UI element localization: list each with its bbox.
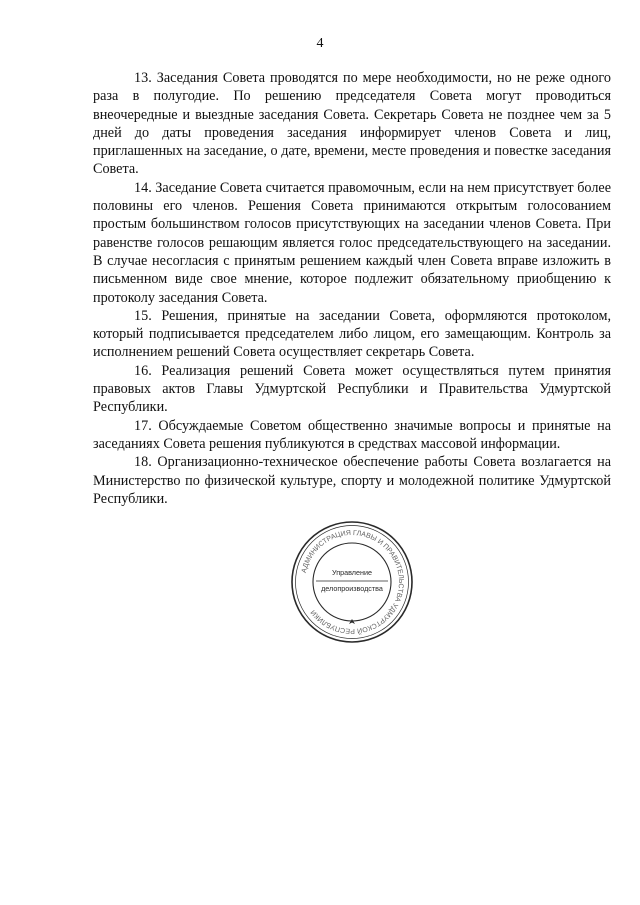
- paragraph-15: 15. Решения, принятые на заседании Совета, оформляются протоколом, который подписывается председателем либо лицом, его замещающим. Контроль за исполнением решений Совета осуществляет секретарь Совета.: [93, 307, 611, 361]
- stamp-seal-icon: [290, 520, 414, 644]
- paragraph-18: 18. Организационно-техническое обеспечение работы Совета возлагается на Министерство по физической культуре, спорту и молодежной политике Удмуртской Республики.: [93, 454, 611, 507]
- stamp-line-1: Управление: [332, 568, 372, 577]
- page-number: 4: [316, 36, 324, 51]
- stamp-emblem-icon: [349, 619, 355, 624]
- paragraph-13: 13. Заседания Совета проводятся по мере необходимости, но не реже одного раза в полугодие. По решению председателя Совета могут проводиться внеочередные и выездные заседания Совета. Секретарь Совета не позднее чем за 5 дней до даты проведения заседания информирует членов Совета и лиц, приглашенных на заседание, о дате, времени, месте проведения и повестке заседания Совета.: [93, 70, 611, 178]
- document-body: [93, 69, 611, 508]
- paragraph-16: 16. Реализация решений Совета может осуществляться путем принятия правовых актов Главы Удмуртской Республики и Правительства Удмуртской Республики.: [93, 362, 611, 416]
- stamp-line-2: делопроизводства: [321, 584, 383, 593]
- stamp-outer-text: АДМИНИСТРАЦИЯ ГЛАВЫ И ПРАВИТЕЛЬСТВА УДМУРТСКОЙ РЕСПУБЛИКИ: [300, 529, 405, 635]
- official-stamp: [290, 520, 414, 644]
- paragraph-14: 14. Заседание Совета считается правомочным, если на нем присутствует более половины его членов. Решения Совета принимаются открытым голосованием простым большинством голосов присутствующих на заседании членов Совета. При равенстве голосов решающим является голос председательствующего на заседании. В случае несогласия с принятым решением каждый член Совета вправе изложить в письменном виде свое мнение, которое подлежит обязательному приобщению к протоколу заседания Совета.: [93, 179, 611, 306]
- paragraph-17: 17. Обсуждаемые Советом общественно значимые вопросы и принятые на заседаниях Совета решения публикуются в средствах массовой информации.: [93, 417, 611, 452]
